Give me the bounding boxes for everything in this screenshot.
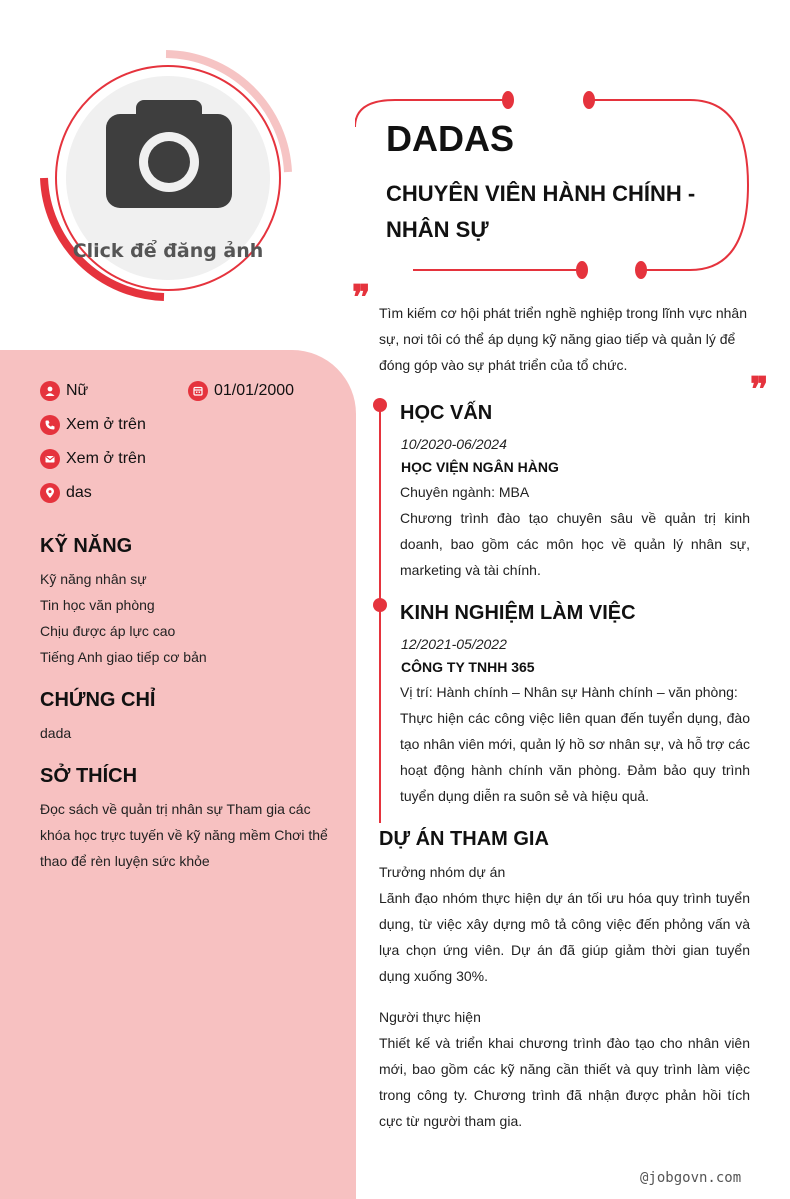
person-icon <box>40 381 60 401</box>
experience-position: Vị trí: Hành chính – Nhân sự Hành chính – văn phòng: <box>400 684 738 700</box>
birthdate-row <box>188 381 294 401</box>
education-school: HỌC VIỆN NGÂN HÀNG <box>401 459 559 475</box>
experience-heading: KINH NGHIỆM LÀM VIỆC <box>400 602 636 624</box>
experience-description: Thực hiện các công việc liên quan đến tuyển dụng, đào tạo nhân viên mới, quản lý hồ sơ nhân sự, và hỗ trợ các hoạt động hành chính văn phòng. Đảm bảo quy trình tuyển dụng diễn ra suôn sẻ và hiệu quả. <box>400 710 750 804</box>
skill-item: Kỹ năng nhân sự <box>40 571 147 587</box>
skill-item: Chịu được áp lực cao <box>40 623 176 639</box>
gender-value: Nữ <box>66 382 89 399</box>
job-title: CHUYÊN VIÊN HÀNH CHÍNH - NHÂN SỰ <box>386 181 696 242</box>
certificate-item: dada <box>40 725 72 741</box>
timeline-line <box>379 405 381 823</box>
education-major: Chuyên ngành: MBA <box>400 484 530 500</box>
hobbies-heading: SỞ THÍCH <box>40 765 138 787</box>
experience-date: 12/2021-05/2022 <box>401 636 507 652</box>
quote-open-icon: ❞ <box>352 278 371 318</box>
photo-area <box>38 48 298 308</box>
education-heading: HỌC VẤN <box>400 402 493 424</box>
email-value: Xem ở trên <box>66 450 146 467</box>
phone-icon <box>40 415 60 435</box>
footer-watermark: @jobgovn.com <box>640 1170 742 1186</box>
calendar-icon <box>188 381 208 401</box>
location-icon <box>40 483 60 503</box>
education-description: Chương trình đào tạo chuyên sâu về quản trị kinh doanh, bao gồm các môn học về quản lý nhân sự, marketing và tài chính. <box>400 510 750 578</box>
photo-upload[interactable] <box>66 76 270 280</box>
experience-company: CÔNG TY TNHH 365 <box>401 659 535 675</box>
skill-item: Tiếng Anh giao tiếp cơ bản <box>40 649 207 665</box>
birthdate-value: 01/01/2000 <box>214 382 295 399</box>
candidate-name: DADAS <box>386 118 515 159</box>
timeline-dot <box>373 398 387 412</box>
address-row <box>40 483 92 503</box>
project-description: Lãnh đạo nhóm thực hiện dự án tối ưu hóa quy trình tuyển dụng, từ việc xây dựng mô tả công việc đến phỏng vấn và lựa chọn ứng viên. Dự án đã giúp giảm thời gian tuyển dụng xuống 30%. <box>379 890 750 984</box>
address-value: das <box>66 484 92 501</box>
photo-label: Click để đăng ảnh <box>72 240 264 262</box>
education-date: 10/2020-06/2024 <box>401 436 507 452</box>
project-role: Người thực hiện <box>379 1009 481 1025</box>
phone-value: Xem ở trên <box>66 416 146 433</box>
skill-item: Tin học văn phòng <box>40 597 155 613</box>
email-row <box>40 449 146 469</box>
gender-row <box>40 381 88 401</box>
projects-heading: DỰ ÁN THAM GIA <box>379 828 549 850</box>
hobbies-text: Đọc sách về quản trị nhân sự Tham gia các khóa học trực tuyến về kỹ năng mềm Chơi thể thao để rèn luyện sức khỏe <box>40 801 328 869</box>
mail-icon <box>40 449 60 469</box>
quote-close-icon: ❞ <box>750 370 769 410</box>
skills-heading: KỸ NĂNG <box>40 535 133 557</box>
career-objective: Tìm kiếm cơ hội phát triển nghề nghiệp trong lĩnh vực nhân sự, nơi tôi có thể áp dụng kỹ năng giao tiếp và quản lý để đóng góp vào sự phát triển của tổ chức. <box>379 305 747 373</box>
timeline-dot <box>373 598 387 612</box>
phone-row <box>40 415 146 435</box>
certificates-heading: CHỨNG CHỈ <box>40 689 156 711</box>
project-description: Thiết kế và triển khai chương trình đào tạo cho nhân viên mới, bao gồm các kỹ năng cần thiết và quy trình làm việc trong công ty. Chương trình đã nhận được phản hồi tích cực từ người tham gia. <box>379 1035 750 1129</box>
project-role: Trưởng nhóm dự án <box>379 864 506 880</box>
camera-icon <box>106 100 232 208</box>
